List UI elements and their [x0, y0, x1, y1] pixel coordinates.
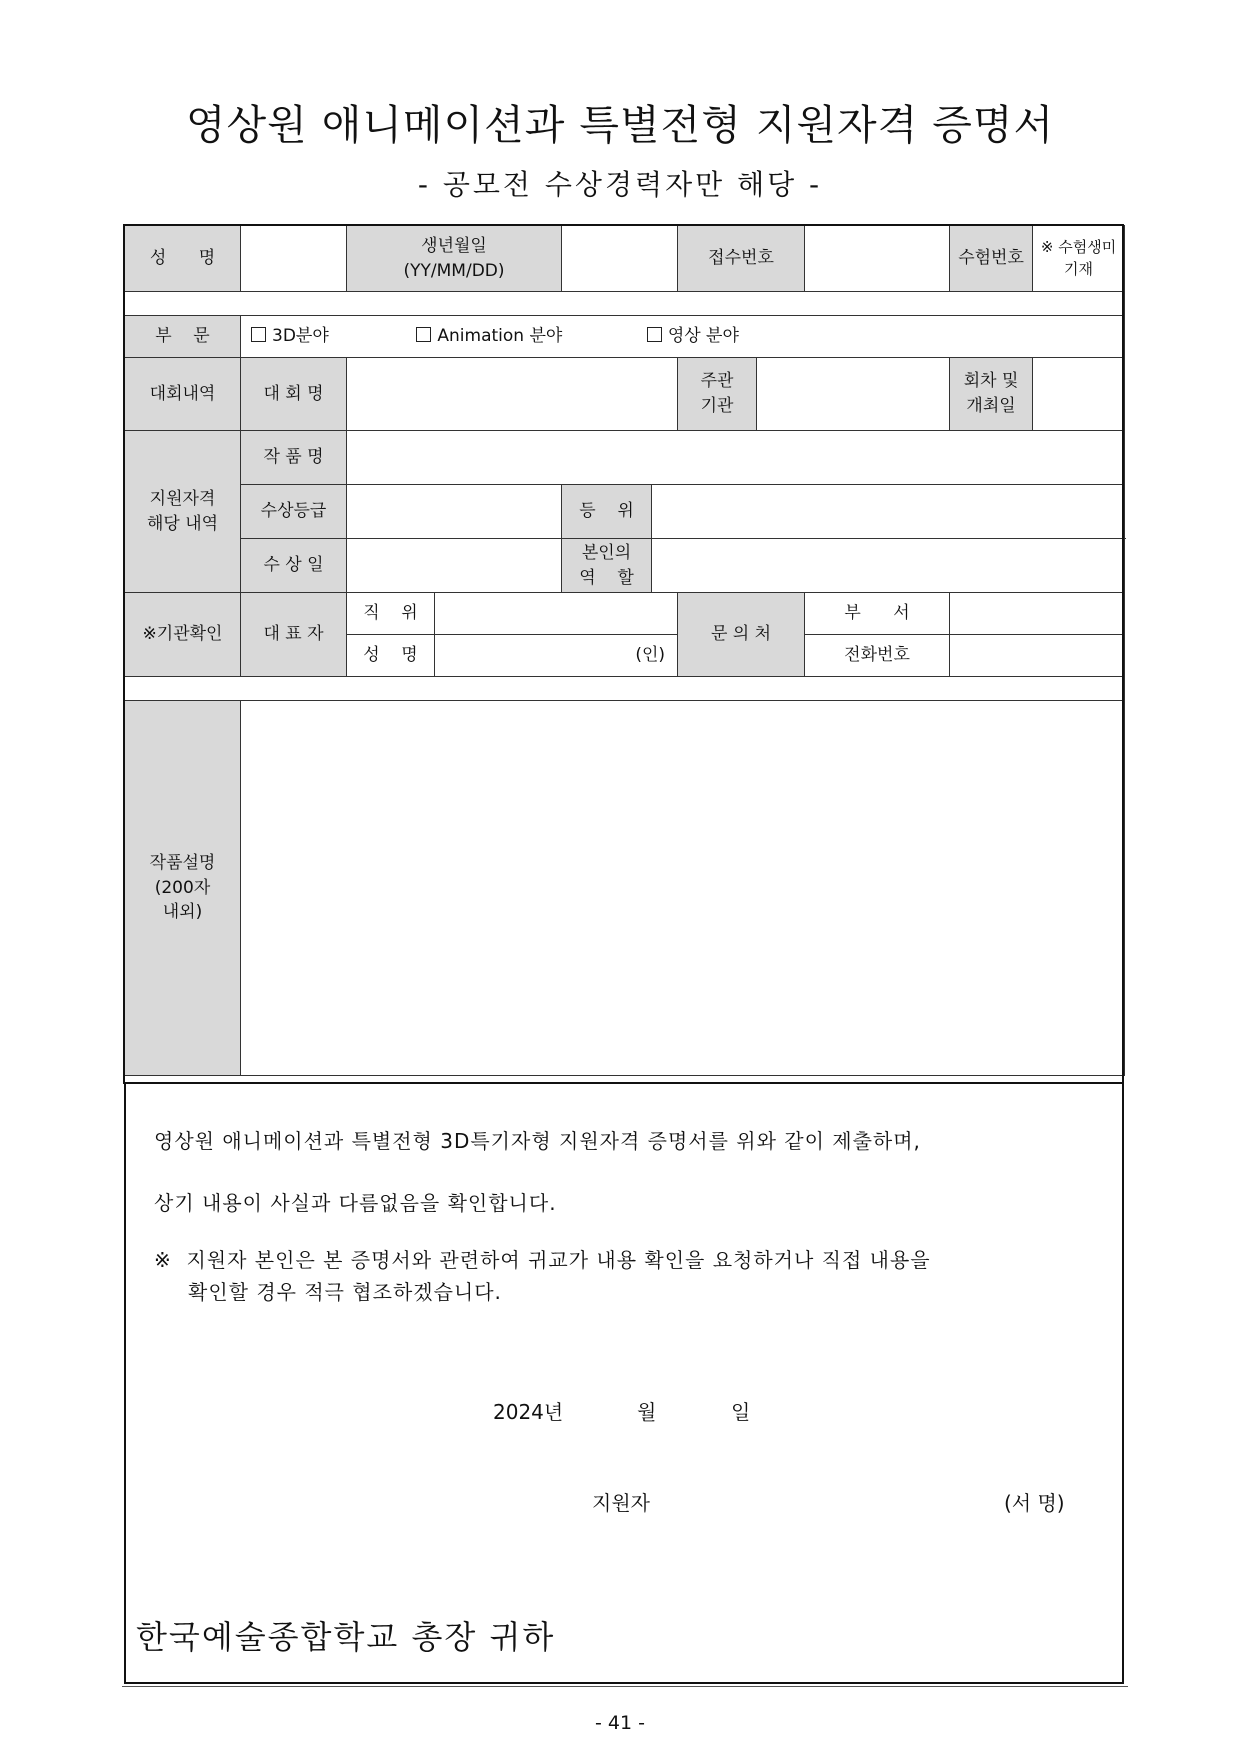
document-subtitle: - 공모전 수상경력자만 해당 - [417, 168, 823, 201]
host-org-label: 주관 기관 [678, 358, 757, 431]
signature-field[interactable]: (서 명) [1004, 1491, 1065, 1515]
date-year: 2024년 [493, 1400, 564, 1424]
page-number: - 41 - [595, 1712, 645, 1734]
host-org-field[interactable] [757, 358, 950, 431]
work-title-field[interactable] [347, 431, 1125, 485]
receipt-number-label: 접수번호 [678, 226, 805, 292]
option-3d[interactable]: 3D분야 [251, 324, 411, 349]
rank-label: 등 위 [562, 485, 652, 539]
qualification-label: 지원자격 해당 내역 [125, 431, 241, 593]
checkbox-icon [647, 327, 662, 342]
award-date-field[interactable] [347, 539, 562, 593]
document-title: 영상원 애니메이션과 특별전형 지원자격 증명서 [185, 101, 1055, 149]
department-options [241, 316, 1125, 358]
award-date-label: 수 상 일 [241, 539, 347, 593]
option-video[interactable]: 영상 분야 [647, 324, 739, 349]
role-label: 본인의 역 할 [562, 539, 652, 593]
statement-note [154, 1244, 1074, 1308]
award-grade-label: 수상등급 [241, 485, 347, 539]
page-footer-divider [122, 1686, 1128, 1687]
exam-number-label: 수험번호 [950, 226, 1033, 292]
contest-name-field[interactable] [347, 358, 678, 431]
rep-name-label: 성 명 [347, 635, 435, 677]
statement-line-2: 상기 내용이 사실과 다름없음을 확인합니다. [154, 1191, 557, 1215]
representative-label: 대 표 자 [241, 593, 347, 677]
name-field[interactable] [241, 226, 347, 292]
phone-label: 전화번호 [805, 635, 950, 677]
date-day: 일 [731, 1400, 751, 1424]
rank-field[interactable] [652, 485, 1125, 539]
rep-name-field[interactable] [435, 635, 678, 677]
certificate-form-table [124, 225, 1125, 1076]
work-title-label: 작 품 명 [241, 431, 347, 485]
checkbox-icon [416, 327, 431, 342]
department-office-label: 부 서 [805, 593, 950, 635]
award-grade-field[interactable] [347, 485, 562, 539]
work-description-label: 작품설명 (200자 내외) [125, 701, 241, 1076]
role-field[interactable] [652, 539, 1125, 593]
note-line-1: 지원자 본인은 본 증명서와 관련하여 귀교가 내용 확인을 요청하거나 직접 내용을 [186, 1248, 931, 1272]
receipt-number-field[interactable] [805, 226, 950, 292]
round-date-field[interactable] [1033, 358, 1125, 431]
contact-label: 문 의 처 [678, 593, 805, 677]
phone-field[interactable] [950, 635, 1125, 677]
institution-confirm-label: ※기관확인 [125, 593, 241, 677]
seal-mark: (인) [635, 645, 666, 666]
note-mark: ※ [154, 1248, 172, 1272]
department-office-field[interactable] [950, 593, 1125, 635]
birthdate-label: 생년월일 (YY/MM/DD) [347, 226, 562, 292]
option-animation[interactable]: Animation 분야 [416, 324, 641, 349]
position-label: 직 위 [347, 593, 435, 635]
contest-label: 대회내역 [125, 358, 241, 431]
statement-box [124, 1083, 1124, 1684]
work-description-field[interactable] [241, 701, 1125, 1076]
statement-line-1: 영상원 애니메이션과 특별전형 3D특기자형 지원자격 증명서를 위와 같이 제출하며, [154, 1129, 921, 1153]
date-month: 월 [637, 1400, 657, 1424]
department-label: 부 문 [125, 316, 241, 358]
exam-number-note: ※ 수험생미기재 [1033, 226, 1125, 292]
checkbox-icon [251, 327, 266, 342]
position-field[interactable] [435, 593, 678, 635]
spacer-row [125, 292, 1125, 316]
round-date-label: 회차 및 개최일 [950, 358, 1033, 431]
applicant-label: 지원자 [592, 1491, 650, 1515]
note-line-2: 확인할 경우 적극 협조하겠습니다. [188, 1280, 502, 1304]
spacer-row [125, 677, 1125, 701]
contest-name-label: 대 회 명 [241, 358, 347, 431]
birthdate-field[interactable] [562, 226, 678, 292]
recipient-line: 한국예술종합학교 총장 귀하 [136, 1618, 556, 1656]
name-label: 성 명 [125, 226, 241, 292]
